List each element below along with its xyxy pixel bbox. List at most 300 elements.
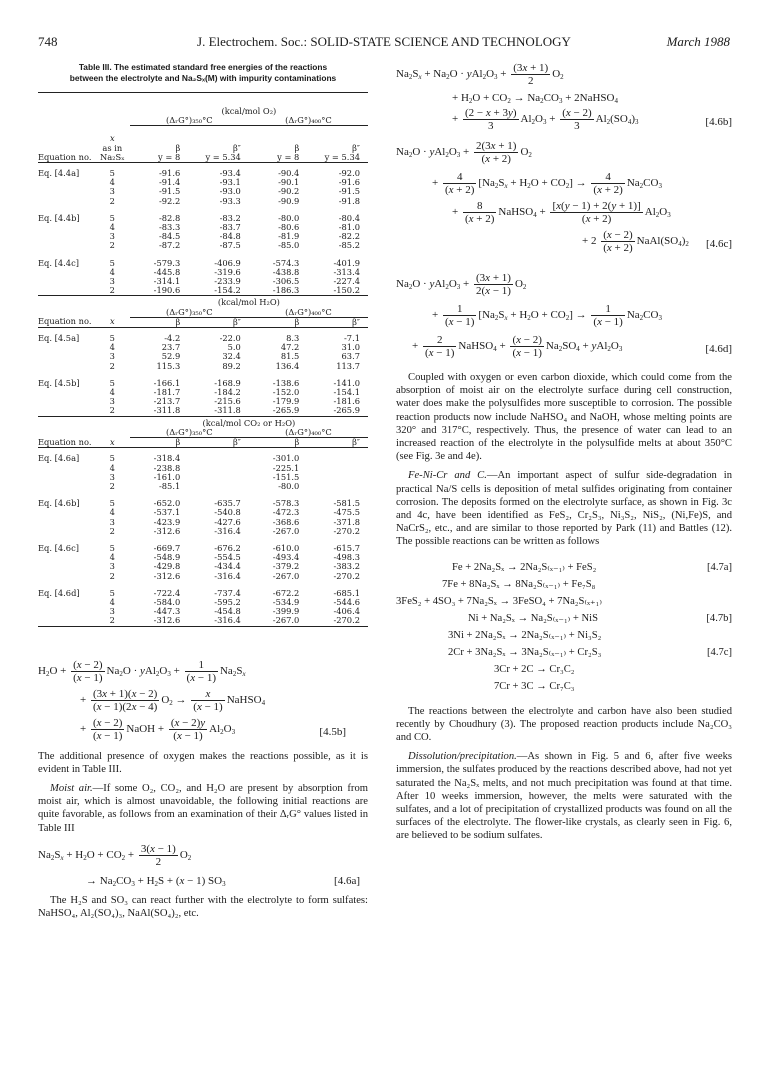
eq-4-7c-3: 7Cr + 3C → Cr₇C₃ (494, 680, 575, 692)
energy-value-cell: -399.9 (272, 606, 300, 617)
empty-cell (38, 473, 95, 482)
table-row (38, 607, 368, 616)
empty-cell (38, 232, 95, 241)
x-c: x (109, 436, 115, 447)
energy-value-cell: 63.7 (341, 351, 360, 362)
empty-cell (38, 268, 95, 277)
empty-cell (38, 562, 95, 571)
energy-value-cell: -548.9 (153, 552, 181, 563)
hdr-c-betapp-2: β″ (352, 437, 360, 448)
energy-value-cell: -91.8 (338, 195, 360, 206)
energy-value-cell: 52.9 (161, 351, 181, 362)
energy-value-cell: -498.3 (333, 552, 360, 563)
energy-value-cell: -306.5 (272, 276, 300, 287)
table-row (38, 616, 368, 626)
energy-value-cell: -676.2 (214, 542, 241, 553)
hdr-beta-1: β (175, 142, 181, 153)
x-value-cell: 2 (109, 360, 115, 371)
energy-value-cell: -401.9 (333, 257, 360, 268)
dg350-b: (ΔᵣG°)₃₅₀°C (130, 308, 249, 318)
energy-value-cell: -80.0 (278, 212, 300, 223)
energy-value-cell: 31.0 (341, 342, 360, 353)
energy-value-cell: -4.2 (164, 333, 181, 344)
dg400-a: (ΔᵣG°)₄₀₀°C (249, 116, 368, 126)
energy-value-cell: -91.4 (158, 177, 181, 188)
energy-value-cell (307, 482, 368, 491)
energy-value-cell: -81.0 (338, 222, 360, 233)
x-value-cell: 2 (109, 615, 115, 626)
fenicr-body: —An important aspect of sulfur side-degradation in practical Na/S cells is deposition of metal sulfides originating from container corrosion. The deposits formed on the electrolyte surface, as shown in Fig. 3c and 4c, have been identified as FeS₂, Cr₂S₃, Ni₃S₂, NiS₂, (Ni,Fe)S, and NaCrS₂, etc., and are similar to those reported by Park (11) and Battles (12). The possible reactions can be written as follows (396, 470, 732, 548)
table-row (38, 527, 368, 536)
table-row (38, 572, 368, 581)
energy-value-cell: -540.8 (214, 507, 241, 518)
table-row (38, 406, 368, 416)
table-row (38, 362, 368, 371)
energy-value-cell: -225.1 (272, 462, 300, 473)
dg350-c: (ΔᵣG°)₃₅₀°C (130, 428, 249, 438)
empty-cell (38, 277, 95, 286)
x-value-cell: 3 (109, 606, 115, 617)
table-row (38, 544, 368, 553)
x-value-cell: 3 (109, 396, 115, 407)
energy-value-cell: -615.7 (333, 542, 360, 553)
issue-date: March 1988 (666, 34, 730, 49)
energy-value-cell: -318.4 (153, 453, 181, 464)
empty-cell (38, 197, 95, 206)
energy-value-cell: -91.5 (158, 186, 181, 197)
energy-value-cell: -150.2 (333, 285, 360, 296)
energy-value-cell: -314.1 (153, 276, 181, 287)
equation-4-6b: $Na_2S_x + Na_2O \cdot yAl_2O_3$ + $\frac{(3x + 1)}{2}$ $O_2$ + $H_2O + CO_2 \to Na_2CO_3$ + 2NaHSO$_4$ + $\frac{(2 - x + 3y)}{3}$ $Al_2O_3$ + $\frac{(x - 2)}{3}$ $Al_2(SO_4)_3$ [4.6b] (396, 62, 732, 132)
table-row (38, 197, 368, 206)
energy-value-cell: -7.1 (344, 333, 360, 344)
energy-value-cell: -311.8 (214, 405, 241, 416)
energy-value-cell: -93.4 (219, 168, 241, 179)
paragraph-moist-air (38, 782, 368, 835)
eq-4-7b-2: 3Ni + 2Na₂Sₓ → 2Na₂S₍ₓ₋₁₎ + Ni₃S₂ (448, 629, 602, 641)
empty-cell (38, 527, 95, 536)
x-value-cell: 3 (109, 516, 115, 527)
energy-value-cell: -91.5 (338, 186, 360, 197)
energy-value-cell: -371.8 (333, 516, 360, 527)
table-row (38, 241, 368, 250)
empty-cell (38, 518, 95, 527)
equation-label: Eq. [4.4c] (38, 257, 79, 268)
energy-value-cell: -154.2 (214, 285, 241, 296)
energy-value-cell: -635.7 (214, 498, 241, 509)
energy-value-cell: -85.0 (278, 240, 300, 251)
energy-value-cell: -267.0 (272, 525, 300, 536)
energy-value-cell: -265.9 (333, 405, 360, 416)
energy-value-cell: -85.2 (338, 240, 360, 251)
empty-cell (38, 178, 95, 187)
table-row (38, 473, 368, 482)
empty-cell (38, 223, 95, 232)
x-value-cell: 4 (109, 222, 115, 233)
energy-value-cell (188, 473, 249, 482)
energy-value-cell: 32.4 (222, 351, 241, 362)
table-section-co2 (38, 454, 368, 626)
energy-value-cell: -434.4 (214, 561, 241, 572)
energy-value-cell: 5.0 (227, 342, 241, 353)
table-row (38, 178, 368, 187)
empty-cell (38, 286, 95, 296)
energy-value-cell: -265.9 (272, 405, 300, 416)
energy-value-cell: -93.3 (219, 195, 241, 206)
eq-4-7c-2: 3Cr + 2C → Cr₃C₂ (494, 663, 575, 675)
empty-cell (38, 352, 95, 361)
x-value-cell: 3 (109, 186, 115, 197)
moist-air-body: —If some O₂, CO₂, and H₂O are present by absorption from moist air, which is almost unavoidable, the following initial reactions are quite favorable, as follows from an examination of their ΔᵣG° values listed in Table III (38, 782, 368, 834)
energy-value-cell: -316.4 (214, 615, 241, 626)
hdr-y8-2: y = 8 (277, 151, 300, 162)
hdr-c-beta-1: β (175, 437, 181, 448)
group-spacer (38, 206, 368, 214)
energy-value-cell: -161.0 (153, 471, 181, 482)
table-row (38, 334, 368, 343)
energy-value-cell: -168.9 (214, 377, 241, 388)
energy-value-cell: -267.0 (272, 615, 300, 626)
table-row (38, 553, 368, 562)
group-spacer (38, 371, 368, 379)
energy-value-cell: -406.9 (214, 257, 241, 268)
energy-value-cell: -190.6 (153, 285, 181, 296)
energy-value-cell: -579.3 (153, 257, 181, 268)
energy-value-cell: -82.2 (338, 231, 360, 242)
energy-value-cell: -90.2 (278, 186, 300, 197)
energy-value-cell: -267.0 (272, 570, 300, 581)
hdr-b-beta-2: β (294, 316, 300, 327)
energy-value-cell: -80.0 (278, 480, 300, 491)
energy-value-cell: -534.9 (272, 596, 300, 607)
hdr-y534-2: y = 5.34 (324, 151, 360, 162)
table-section-o2 (38, 169, 368, 296)
energy-value-cell: -312.6 (153, 615, 181, 626)
table-row (38, 508, 368, 517)
x-value-cell: 2 (109, 525, 115, 536)
energy-value-cell: -82.8 (158, 212, 181, 223)
energy-value-cell: -319.6 (214, 266, 241, 277)
energy-value-cell: -179.9 (272, 396, 300, 407)
energy-value-cell: -429.8 (153, 561, 181, 572)
energy-value-cell: -233.9 (214, 276, 241, 287)
energy-value-cell: -316.4 (214, 570, 241, 581)
hdr-y534-1: y = 5.34 (205, 151, 241, 162)
x-value-cell: 4 (109, 342, 115, 353)
table-row (38, 259, 368, 268)
as-in-label: as in (102, 142, 123, 153)
energy-value-cell: -93.1 (219, 177, 241, 188)
table-row (38, 286, 368, 296)
eq-4-7c-number: [4.7c] (707, 646, 732, 658)
x-value-cell: 3 (109, 231, 115, 242)
eq-4-7c: 2Cr + 3Na₂Sₓ → 3Na₂S₍ₓ₋₁₎ + Cr₂S₃ (448, 646, 602, 658)
energy-value-cell: -475.5 (333, 507, 360, 518)
energy-value-cell: -152.0 (272, 387, 300, 398)
x-value-cell: 5 (109, 257, 115, 268)
energy-value-cell: -672.2 (272, 587, 300, 598)
x-label: x (109, 133, 115, 144)
energy-value-cell: -92.2 (158, 195, 181, 206)
empty-cell (38, 616, 95, 626)
x-value-cell: 2 (109, 570, 115, 581)
eq-4-6d-number: [4.6d] (705, 343, 732, 355)
hdr-betapp-2: β″ (352, 142, 360, 153)
energy-value-cell: 89.2 (222, 360, 241, 371)
energy-value-cell: -447.3 (153, 606, 181, 617)
paragraph-fenicr (396, 469, 732, 548)
table-row (38, 562, 368, 571)
energy-value-cell: -22.0 (219, 333, 241, 344)
equation-label: Eq. [4.4b] (38, 212, 80, 223)
hdr-b-beta-1: β (175, 316, 181, 327)
energy-value-cell: -227.4 (333, 276, 360, 287)
eq-4-6a-number: [4.6a] (334, 874, 360, 887)
eq-4-7a-3: 3FeS₂ + 4SO₃ + 7Na₂Sₓ → 3FeSO₄ + 7Na₂S₍ₓ₊₁₎ (396, 595, 602, 607)
energy-value-cell (307, 454, 368, 463)
table-row (38, 379, 368, 388)
group-spacer (38, 251, 368, 259)
equation-label: Eq. [4.6d] (38, 587, 80, 598)
energy-value-cell (188, 454, 249, 463)
energy-value-cell: -578.3 (272, 498, 300, 509)
moist-air-heading: Moist air. (50, 782, 93, 794)
energy-value-cell: -270.2 (333, 615, 360, 626)
energy-value-cell: -184.2 (214, 387, 241, 398)
page-number: 748 (38, 34, 58, 49)
energy-value-cell: -92.0 (338, 168, 360, 179)
energy-value-cell: -406.4 (333, 606, 360, 617)
empty-cell (38, 482, 95, 491)
energy-value-cell: 115.3 (156, 360, 181, 371)
energy-value-cell: -544.6 (333, 596, 360, 607)
x-value-cell: 5 (109, 542, 115, 553)
energy-value-cell: -138.6 (272, 377, 300, 388)
energy-value-cell: -151.5 (272, 471, 300, 482)
equation-label: Eq. [4.6a] (38, 453, 80, 464)
dg350-a: (ΔᵣG°)₃₅₀°C (130, 116, 249, 126)
energy-value-cell: -685.1 (333, 587, 360, 598)
energy-value-cell: 47.2 (280, 342, 300, 353)
hdr-b-betapp-1: β″ (232, 316, 241, 327)
table-row (38, 268, 368, 277)
energy-value-cell: -652.0 (153, 498, 181, 509)
energy-value-cell: -87.5 (219, 240, 241, 251)
eq-4-7b: Ni + Na₂Sₓ → Na₂S₍ₓ₋₁₎ + NiS (468, 612, 599, 624)
empty-cell (38, 362, 95, 371)
energy-value-cell: -90.4 (278, 168, 300, 179)
x-value-cell: 5 (109, 587, 115, 598)
table-row (38, 343, 368, 352)
energy-value-cell: -93.0 (219, 186, 241, 197)
empty-cell (38, 406, 95, 416)
table-row (38, 482, 368, 491)
eq-4-5b-number: [4.5b] (319, 725, 346, 738)
na2sx-label: Na₂Sₓ (99, 151, 125, 162)
dissolution-body: —As shown in Fig. 5 and 6, after five weeks immersion, the sulfates produced by the reactions described above, had not yet saturated the Na₂Sₓ melts, and not much precipitation was found at that time. After 10 weeks immersion, however, the melts were saturated with the sulfates, and a lot of precipitation of crystallized products was found on all the surfaces of the electrolyte. The flower-like crystals, as clearly seen in Fig. 6, are believed to be sodium sulfates. (396, 751, 732, 842)
table-caption (38, 62, 368, 84)
table-row (38, 454, 368, 463)
energy-value-cell: -80.6 (278, 222, 300, 233)
energy-value-cell (188, 482, 249, 491)
empty-cell (38, 553, 95, 562)
x-value-cell: 4 (109, 552, 115, 563)
page-header (38, 34, 730, 52)
equation-label: Eq. [4.6b] (38, 498, 80, 509)
empty-cell (38, 508, 95, 517)
table-row (38, 187, 368, 196)
x-value-cell: 5 (109, 377, 115, 388)
x-value-cell: 5 (109, 333, 115, 344)
energy-value-cell: -213.7 (153, 396, 181, 407)
energy-value-cell (307, 473, 368, 482)
eq-4-6c-number: [4.6c] (706, 238, 732, 250)
unit-co2: (kcal/mol CO₂ or H₂O) (202, 417, 296, 428)
table-row (38, 499, 368, 508)
energy-value-cell: -379.2 (272, 561, 300, 572)
empty-cell (38, 607, 95, 616)
table-caption-line2: between the electrolyte and Na₂Sₓ(M) with impurity contaminations (69, 73, 337, 83)
equation-4-6c: $Na_2O \cdot yAl_2O_3$ + $\frac{2(3x + 1)}{(x + 2)}$ $O_2$ + $\frac{4}{(x + 2)}$ $[Na_2S_x + H_2O + CO_2]$ → $\frac{4}{(x + 2)}$ $Na_2CO_3$ + $\frac{8}{(x + 2)}$ NaHSO$_4$ + $\frac{[x(y - 1) + 2(y + 1)]}{(x + 2)}$ $Al_2O_3$ + 2 $\frac{(x - 2)}{(x + 2)}$ $NaAl(SO_4)_2$ [4.6c] (396, 140, 732, 254)
x-value-cell: 2 (109, 240, 115, 251)
x-value-cell: 3 (109, 561, 115, 572)
eq-no-label: Equation no. (38, 151, 92, 162)
hdr-beta-2: β (294, 142, 300, 153)
empty-cell (38, 187, 95, 196)
table-row (38, 169, 368, 178)
energy-value-cell: -154.1 (333, 387, 360, 398)
eq-4-7a: Fe + 2Na₂Sₓ → 2Na₂S₍ₓ₋₁₎ + FeS₂ (452, 561, 597, 573)
x-value-cell: 4 (109, 177, 115, 188)
x-value-cell: 3 (109, 471, 115, 482)
energy-value-cell: 113.7 (336, 360, 360, 371)
energy-value-cell: -166.1 (153, 377, 181, 388)
energy-value-cell: -737.4 (214, 587, 241, 598)
eq-4-7a-number: [4.7a] (707, 561, 732, 573)
energy-value-cell: -427.6 (214, 516, 241, 527)
energy-value-cell: -91.6 (338, 177, 360, 188)
eq-4-7b-number: [4.7b] (706, 612, 732, 624)
energy-value-cell: -368.6 (272, 516, 300, 527)
x-value-cell: 2 (109, 405, 115, 416)
energy-value-cell: -584.0 (153, 596, 181, 607)
equations-4-7 (396, 559, 732, 695)
energy-value-cell: -311.8 (153, 405, 181, 416)
table-row (38, 388, 368, 397)
x-value-cell: 4 (109, 462, 115, 473)
energy-value-cell: -91.6 (158, 168, 181, 179)
equation-label: Eq. [4.5a] (38, 333, 80, 344)
energy-value-cell: -537.1 (153, 507, 181, 518)
energy-value-cell: -85.1 (158, 480, 181, 491)
empty-cell (38, 343, 95, 352)
table-row (38, 518, 368, 527)
paragraph-oxygen: The additional presence of oxygen makes the reactions possible, as it is evident in Table III. (38, 750, 368, 775)
empty-cell (38, 241, 95, 250)
left-column (38, 62, 368, 920)
energy-value-cell: -454.8 (214, 606, 241, 617)
equation-label: Eq. [4.6c] (38, 542, 79, 553)
dg400-b: (ΔᵣG°)₄₀₀°C (249, 308, 368, 318)
energy-value-cell: -722.4 (153, 587, 181, 598)
energy-value-cell: -301.0 (272, 453, 300, 464)
energy-value-cell: -181.7 (153, 387, 181, 398)
eq-4-7a-2: 7Fe + 8Na₂Sₓ → 8Na₂S₍ₓ₋₁₎ + Fe₇S₈ (442, 578, 596, 590)
paragraph-coupled: Coupled with oxygen or even carbon dioxide, which could come from the absorption of moist air on the electrolyte surface during cell construction, water does make the polysulfides more susceptible to corrosion. The possible reaction products now include NaHSO₄ and NaOH, whose melting points are 320° and 317°C, respectively. Thus, the presence of water can lead to an increased reaction of the electrolyte in the polysulfide melts at about 350°C (see Fig. 3e and 4e). (396, 372, 732, 463)
x-value-cell: 2 (109, 480, 115, 491)
energy-value-cell: -316.4 (214, 525, 241, 536)
energy-value-cell: -313.4 (333, 266, 360, 277)
hdr-y8-1: y = 8 (158, 151, 181, 162)
table-caption-line1: Table III. The estimated standard free energies of the reactions (78, 62, 328, 72)
energy-value-cell (307, 464, 368, 473)
x-value-cell: 3 (109, 351, 115, 362)
table-row (38, 352, 368, 361)
energy-value-cell: -238.8 (153, 462, 181, 473)
x-value-cell: 5 (109, 453, 115, 464)
energy-value-cell: -574.3 (272, 257, 300, 268)
x-value-cell: 3 (109, 276, 115, 287)
table-row (38, 598, 368, 607)
energy-value-cell: -270.2 (333, 570, 360, 581)
group-spacer (38, 491, 368, 499)
equation-4-6d: $Na_2O \cdot yAl_2O_3$ + $\frac{(3x + 1)}{2(x - 1)}$ $O_2$ + $\frac{1}{(x - 1)}$ $[Na_2S_x + H_2O + CO_2]$ → $\frac{1}{(x - 1)}$ $Na_2CO_3$ + $\frac{2}{(x - 1)}$ NaHSO$_4$ + $\frac{(x - 2)}{(x - 1)}$ $Na_2SO_4 + yAl_2O_3$ [4.6d] (396, 272, 732, 359)
energy-value-cell: -423.9 (153, 516, 181, 527)
equation-label: Eq. [4.4a] (38, 168, 80, 179)
energy-value-cell: 8.3 (286, 333, 300, 344)
table-row (38, 223, 368, 232)
eq-no-label-b: Equation no. (38, 316, 92, 327)
unit-h2o: (kcal/mol H₂O) (217, 297, 280, 308)
empty-cell (38, 572, 95, 581)
x-value-cell: 4 (109, 507, 115, 518)
table-section-h2o (38, 334, 368, 416)
equation-4-6a: $Na_2S_x + H_2O + CO_2$ + $\frac{3(x - 1)}{2}$ $O_2$ → $Na_2CO_3 + H_2S + (x - 1)$ $SO_3$ [4.6a] (38, 842, 360, 888)
equation-label: Eq. [4.5b] (38, 377, 80, 388)
energy-value-cell: -83.3 (158, 222, 181, 233)
energy-value-cell: -84.5 (158, 231, 181, 242)
eq-no-label-c: Equation no. (38, 436, 92, 447)
table-row (38, 464, 368, 473)
energy-value-cell: -581.5 (333, 498, 360, 509)
energy-value-cell: -554.5 (214, 552, 241, 563)
x-value-cell: 4 (109, 266, 115, 277)
energy-value-cell: -312.6 (153, 570, 181, 581)
energy-value-cell: -383.2 (333, 561, 360, 572)
right-column (396, 62, 732, 843)
energy-value-cell: -493.4 (272, 552, 300, 563)
energy-value-cell: -83.2 (219, 212, 241, 223)
x-value-cell: 2 (109, 195, 115, 206)
unit-o2: (kcal/mol O₂) (221, 106, 277, 116)
energy-value-cell: -141.0 (333, 377, 360, 388)
dissolution-heading: Dissolution/precipitation. (408, 751, 517, 763)
energy-value-cell: -90.9 (278, 195, 300, 206)
x-value-cell: 4 (109, 387, 115, 398)
hdr-b-betapp-2: β″ (352, 316, 360, 327)
empty-cell (38, 397, 95, 406)
energy-value-cell: -90.1 (278, 177, 300, 188)
x-value-cell: 5 (109, 212, 115, 223)
empty-cell (38, 388, 95, 397)
table-row (38, 232, 368, 241)
table-row (38, 214, 368, 223)
energy-value-cell: -669.7 (153, 542, 181, 553)
table-row (38, 589, 368, 598)
energy-value-cell: -84.8 (219, 231, 241, 242)
energy-value-cell: -81.9 (278, 231, 300, 242)
table-row (38, 277, 368, 286)
